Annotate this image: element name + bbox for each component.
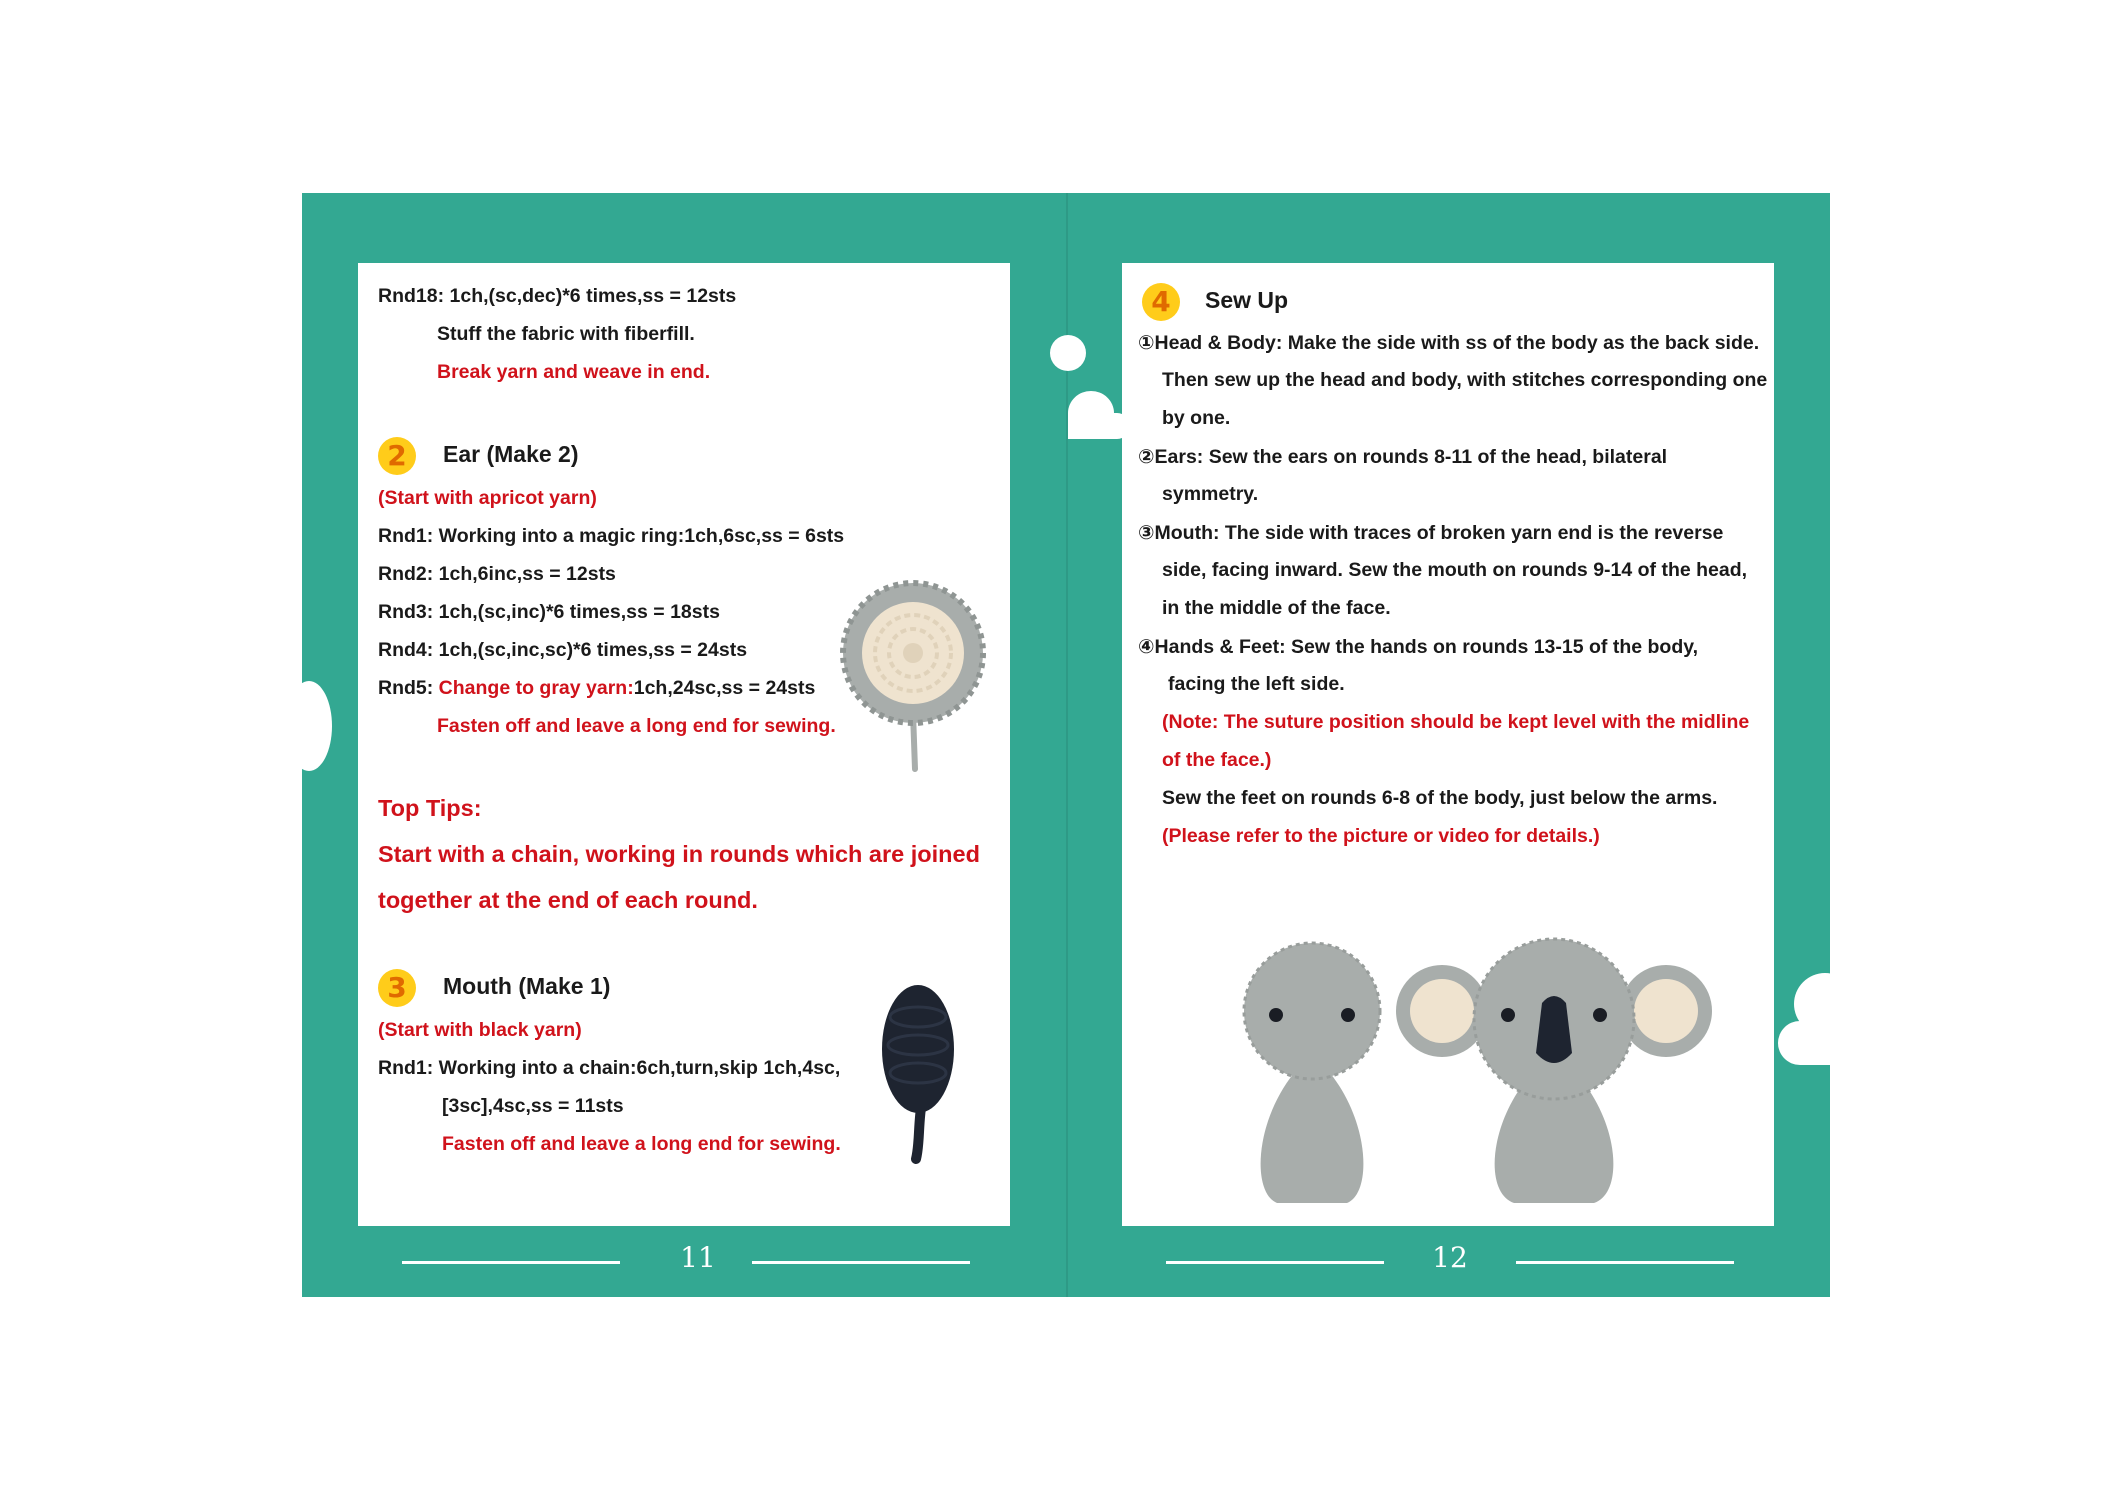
fold-notch <box>1050 335 1086 371</box>
page-number-11: 11 <box>680 1241 716 1274</box>
sew-line-1: ①Head & Body: Make the side with ss of the body as the back side. <box>1138 332 1760 354</box>
page-11-card <box>358 263 1010 1226</box>
footer-line-left-a <box>402 1261 620 1264</box>
tips-line-2: together at the end of each round. <box>378 887 758 913</box>
sew-line-6: ③Mouth: The side with traces of broken yarn end is the reverse <box>1138 522 1724 544</box>
mouth-start-text: (Start with black yarn) <box>378 1019 582 1041</box>
break-yarn-text: Break yarn and weave in end. <box>437 361 711 383</box>
sew-line-10: facing the left side. <box>1168 673 1345 695</box>
ear-rnd4: Rnd4: 1ch,(sc,inc,sc)*6 times,ss = 24sts <box>378 639 748 661</box>
mouth-photo-icon <box>878 983 958 1163</box>
booklet-spread <box>302 193 1830 1297</box>
rnd5-rest: 1ch,24sc,ss = 24sts <box>633 677 816 699</box>
mouth-rnd1: Rnd1: Working into a chain:6ch,turn,skip 1ch,4sc, <box>378 1057 841 1079</box>
page-number-12: 12 <box>1432 1241 1468 1274</box>
sew-line-7: side, facing inward. Sew the mouth on rounds 9-14 of the head, <box>1162 559 1748 581</box>
sew-line-9: ④Hands & Feet: Sew the hands on rounds 13-15 of the body, <box>1138 636 1699 658</box>
sew-note-2: of the face.) <box>1162 749 1272 771</box>
mouth-rnd1-cont: [3sc],4sc,ss = 11sts <box>442 1095 624 1117</box>
koala-photos-icon <box>1242 923 1722 1203</box>
sew-line-4: ②Ears: Sew the ears on rounds 8-11 of the head, bilateral <box>1138 446 1668 468</box>
tips-line-1: Start with a chain, working in rounds which are joined <box>378 841 980 867</box>
ear-photo-icon <box>838 583 988 773</box>
ear-rnd2: Rnd2: 1ch,6inc,ss = 12sts <box>378 563 616 585</box>
ear-fasten-text: Fasten off and leave a long end for sewing. <box>437 715 836 737</box>
ear-heading: Ear (Make 2) <box>443 441 579 467</box>
footer-line-right-b <box>1516 1261 1734 1264</box>
step-3-badge: 3 <box>378 969 416 1007</box>
left-edge-notch <box>286 681 332 771</box>
koala-unfinished-icon <box>1244 943 1380 1203</box>
cloud-shape-fold-2 <box>1068 413 1130 439</box>
footer-line-right-a <box>1166 1261 1384 1264</box>
ear-start-text: (Start with apricot yarn) <box>378 487 597 509</box>
sew-up-heading: Sew Up <box>1205 287 1289 313</box>
step-2-badge: 2 <box>378 437 416 475</box>
rnd5-color-change: Change to gray yarn: <box>438 677 634 699</box>
mouth-heading: Mouth (Make 1) <box>443 973 611 999</box>
footer-line-left-b <box>752 1261 970 1264</box>
ear-rnd3: Rnd3: 1ch,(sc,inc)*6 times,ss = 18sts <box>378 601 720 623</box>
step-4-badge: 4 <box>1142 283 1180 321</box>
rnd5-prefix: Rnd5: <box>378 677 439 699</box>
mouth-fasten-text: Fasten off and leave a long end for sewing. <box>442 1133 841 1155</box>
sew-line-2: Then sew up the head and body, with stitches corresponding one <box>1162 369 1768 391</box>
cloud-shape-right-2 <box>1778 1021 1838 1065</box>
sew-line-5: symmetry. <box>1162 483 1259 505</box>
rnd18-text: Rnd18: 1ch,(sc,dec)*6 times,ss = 12sts <box>378 285 737 307</box>
sew-line-8: in the middle of the face. <box>1162 597 1391 619</box>
sew-feet-text: Sew the feet on rounds 6-8 of the body, just below the arms. <box>1162 787 1718 809</box>
stuff-text: Stuff the fabric with fiberfill. <box>437 323 695 345</box>
sew-line-3: by one. <box>1162 407 1231 429</box>
koala-finished-icon <box>1396 939 1712 1203</box>
ear-rnd1: Rnd1: Working into a magic ring:1ch,6sc,ss = 6sts <box>378 525 845 547</box>
sew-refer-text: (Please refer to the picture or video for details.) <box>1162 825 1600 847</box>
page-12-card <box>1122 263 1774 1226</box>
sew-note-1: (Note: The suture position should be kept level with the midline <box>1162 711 1750 733</box>
tips-title: Top Tips: <box>378 795 482 821</box>
ear-rnd5 <box>378 677 815 700</box>
